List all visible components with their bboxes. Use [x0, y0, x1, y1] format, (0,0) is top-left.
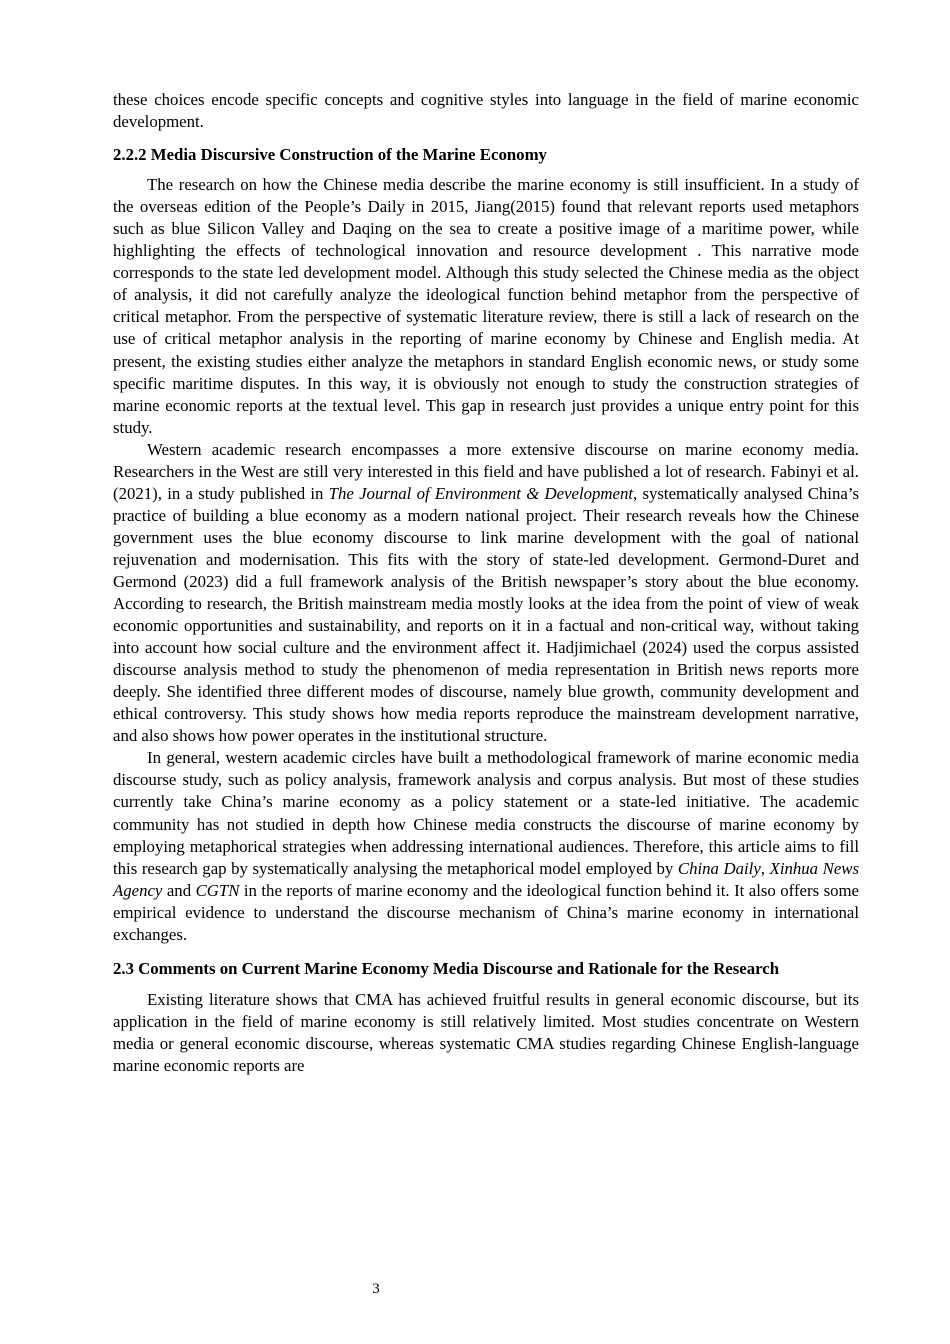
- paragraph-text: in the reports of marine economy and the ideological function behind it. It also offers some empirical evidence to understand the discourse mechanism of China’s marine economy in international exchanges.: [113, 880, 859, 944]
- media-name-cgtn: CGTN: [195, 880, 240, 900]
- paragraph-text: Western academic research encompasses a more extensive discourse on marine economy media. Researchers in the West are still very interested in this field and have published a lot of research. Fabinyi et al. (2021), in a study published in: [113, 439, 859, 503]
- separator: ,: [760, 858, 770, 878]
- body-paragraph-2: [113, 439, 859, 748]
- media-name-xinhua: Xinhua News Agency: [113, 858, 860, 900]
- continuation-paragraph: these choices encode specific concepts and cognitive styles into language in the field of marine economic development.: [113, 90, 859, 132]
- section-heading-2-3: 2.3 Comments on Current Marine Economy Media Discourse and Rationale for the Research: [113, 958, 780, 978]
- body-paragraph-4: Existing literature shows that CMA has achieved fruitful results in general economic discourse, but its application in the field of marine economy is still relatively limited. Most studies concentrate on Western media or general economic discourse, whereas systematic CMA studies regarding Chinese English-language marine economic reports are: [113, 989, 859, 1075]
- paragraph-text: , systematically analysed China’s practice of building a blue economy as a modern national project. Their research reveals how the Chinese government uses the blue economy discourse to link marine development with the goal of national rejuvenation and modernisation. This fits with the story of state-led development. Germond-Duret and Germond (2023) did a full framework analysis of the British newspaper’s story about the blue economy. According to research, the British mainstream media mostly looks at the idea from the point of view of weak economic opportunities and sustainability, and reports on it in a factual and non-critical way, without taking into account how social culture and the environment affect it. Hadjimichael (2024) used the corpus assisted discourse analysis method to study the phenomenon of media representation in British news reports more deeply. She identified three different modes of discourse, namely blue growth, community development and ethical controversy. This study shows how media reports reproduce the mainstream development narrative, and also shows how power operates in the institutional structure.: [113, 483, 859, 746]
- separator: and: [162, 880, 196, 900]
- media-name-china-daily: China Daily: [677, 858, 761, 878]
- section-heading-2-2-2: 2.2.2 Media Discursive Construction of the Marine Economy: [113, 145, 547, 165]
- page-number: 3: [372, 1281, 380, 1297]
- paragraph-text: In general, western academic circles have built a methodological framework of marine economic media discourse study, such as policy analysis, framework analysis and corpus analysis. But most of these studies currently take China’s marine economy as a policy statement or a state-led initiative. The academic community has not studied in depth how Chinese media constructs the discourse of marine economy by employing metaphorical strategies when addressing international audiences. Therefore, this article aims to fill this research gap by systematically analysing the metaphorical model employed by: [113, 748, 859, 878]
- body-paragraph-3: [113, 747, 859, 945]
- body-paragraph-1: The research on how the Chinese media describe the marine economy is still insufficient. In a study of the overseas edition of the People’s Daily in 2015, Jiang(2015) found that relevant reports used metaphors such as blue Silicon Valley and Daqing on the sea to create a positive image of a maritime power, while highlighting the effects of technological innovation and resource development . This narrative mode corresponds to the state led development model. Although this study selected the Chinese media as the object of analysis, it did not carefully analyze the ideological function behind metaphor from the perspective of critical metaphor. From the perspective of systematic literature review, there is still a lack of research on the use of critical metaphor analysis in the reporting of marine economy by Chinese and English media. At present, the existing studies either analyze the metaphors in standard English economic news, or study some specific maritime disputes. In this way, it is obviously not enough to study the construction strategies of marine economic reports at the textual level. This gap in research just provides a unique entry point for this study.: [113, 175, 859, 437]
- journal-title: The Journal of Environment & Development: [328, 483, 634, 503]
